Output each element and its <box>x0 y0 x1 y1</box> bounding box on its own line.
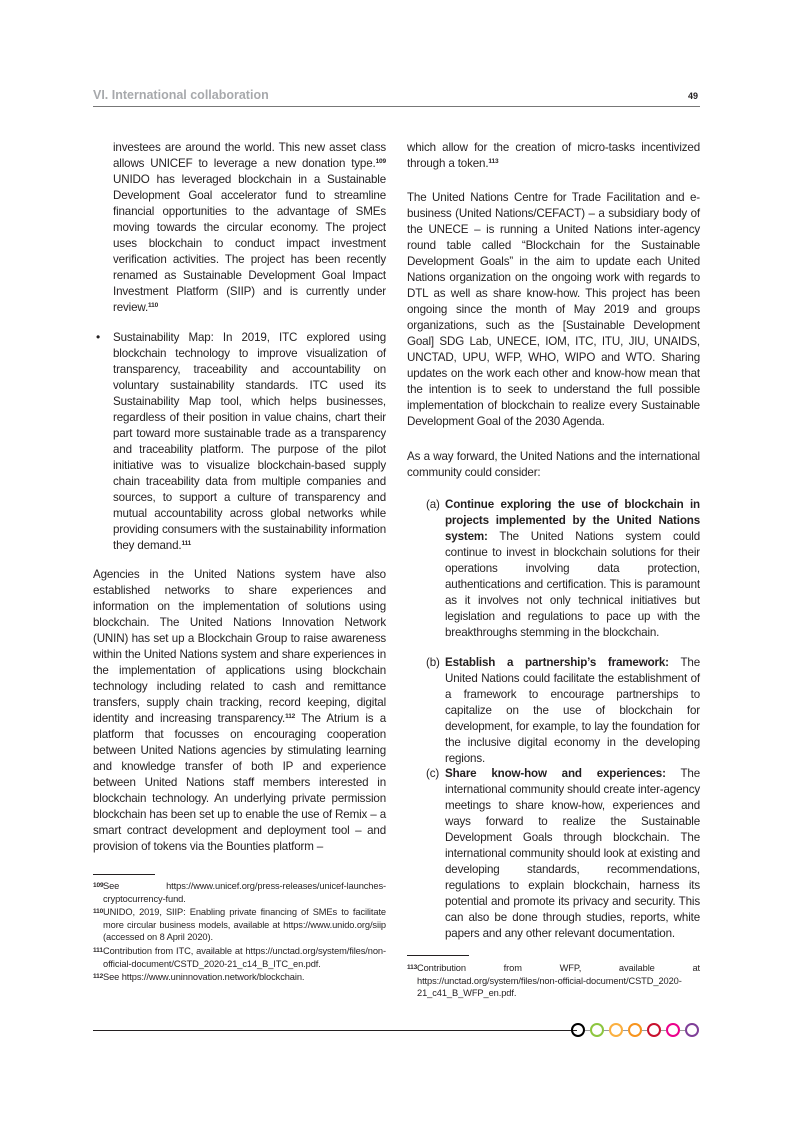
item-text: The international community should create inter-agency meetings to share know-how, experiences and ways forward to realize the Sustainable Development Goals through blockchain. The international community should look at existing and developing standards, recommendations, regulations to explain blockchain, harness its potential and promote its privacy and security. This can also be done through studies, reports, white papers and any other relevant documentation. <box>445 767 700 940</box>
recommendation-c <box>427 766 700 942</box>
footnote-text: Contribution from WFP, available at https://unctad.org/system/files/non-official-document/CSTD_2020-21_c41_B_WFP_en.pdf. <box>417 963 700 999</box>
footnote-text: Contribution from ITC, available at https://unctad.org/system/files/non-official-document/CSTD_2020-21_c14_B_ITC_en.pdf. <box>103 945 386 969</box>
footnotes-right <box>407 962 700 1000</box>
footer-circles <box>571 1023 704 1037</box>
text: Sustainability Map: In 2019, ITC explored using blockchain technology to improve visualization of transparency, traceability and accountability on voluntary sustainability standards. ITC used its Sustainability Map tool, which helps businesses, regardless of their position in value chains, chart their part toward more sustainable trade as a transparency and traceability platform. The purpose of the pilot initiative was to visualize blockchain-based supply chain traceability data from multiple companies and sources, to support a culture of transparency and mutual accountability across global networks while providing consumers with the sustainability information they demand. <box>113 331 386 552</box>
section-header: VI. International collaboration <box>93 88 269 102</box>
footnote-number: 113 <box>407 964 418 971</box>
text: investees are around the world. This new asset class allows UNICEF to leverage a new donation type. <box>113 141 386 170</box>
footnote-number: 110 <box>93 908 104 916</box>
footnote <box>93 971 386 984</box>
footnote-text: UNIDO, 2019, SIIP: Enabling private financing of SMEs to facilitate more circular business models, available at https://www.unido.org/siip (accessed on 8 April 2020). <box>103 907 386 943</box>
header-rule <box>93 106 700 107</box>
item-label: (c) <box>426 767 440 780</box>
circle-icon <box>685 1023 699 1037</box>
footnote <box>93 945 386 970</box>
paragraph-agencies <box>93 567 386 855</box>
item-label: (a) <box>426 498 440 511</box>
bullet-icon: • <box>96 330 101 344</box>
text: The United Nations Centre for Trade Facilitation and e-business (United Nations/CEFACT) – a subsidiary body of the UNECE – is running a United Nations inter-agency round table called “Blockchain for the Sustainable Development Goals” in the aim to update each United Nations organization on the ongoing work with regards to DTL as well as share know-how. This project has been ongoing since the month of May 2019 and groups organizations, such as the [Sustainable Development Goal] SDG Lab, UNECE, IOM, ITC, ITU, JIU, UNAIDS, UNCTAD, UPU, WFP, WHO, WIPO and WTO. Sharing updates on the work each other and know-how mean that the intention is to seek to understand the full possible implementation of blockchain to realize every Sustainable Development Goal of the 2030 Agenda. <box>407 191 700 428</box>
footnote-ref[interactable]: 112 <box>285 713 296 720</box>
footnote-text: See https://www.unicef.org/press-releases/unicef-launches-cryptocurrency-fund. <box>103 881 386 904</box>
circle-icon <box>609 1023 623 1037</box>
item-text: The United Nations could facilitate the establishment of a framework to encourage partnerships to capitalize on the use of blockchain for development, for example, to lay the foundation for the inclusive digital economy in the developing regions. <box>445 656 700 765</box>
circle-icon <box>647 1023 661 1037</box>
footnote-ref[interactable]: 110 <box>148 302 159 309</box>
circle-icon <box>590 1023 604 1037</box>
footnote <box>407 962 700 1000</box>
footer-rule <box>93 1030 577 1031</box>
paragraph-cefact <box>407 190 700 430</box>
page-number: 49 <box>687 91 698 101</box>
footnote-rule <box>93 874 155 875</box>
footnote-number: 112 <box>93 973 104 981</box>
text: UNIDO has leveraged blockchain in a Sustainable Development Goal accelerator fund to streamline financial opportunities to the advantage of SMEs moving towards the circular economy. The project uses blockchain to conduct impact investment verification activities. The project has been recently renamed as Sustainable Development Goal Impact Investment Platform (SIIP) and is currently under review. <box>113 173 386 314</box>
bullet-sustainability-map <box>113 330 386 554</box>
footnote-ref[interactable]: 113 <box>488 158 499 165</box>
footnote <box>93 906 386 944</box>
item-label: (b) <box>426 656 440 669</box>
circle-icon <box>571 1023 585 1037</box>
footnote-number: 111 <box>93 946 103 954</box>
paragraph-unicef-unido <box>113 140 386 316</box>
paragraph-micro-tasks <box>407 140 700 172</box>
item-text: The United Nations system could continue to invest in blockchain solutions for their operations involving data protection, authentications and certification. This is paramount as it involves not only technical initiatives but legislation and regulations to pace up with the breakthroughs stemming in the blockchain. <box>445 530 700 639</box>
recommendation-a <box>427 497 700 641</box>
item-title: Establish a partnership’s framework: <box>445 656 669 669</box>
footnote-text: See https://www.uninnovation.network/blockchain. <box>103 972 305 983</box>
footnote <box>93 880 386 905</box>
footnotes-left <box>93 880 386 984</box>
text: which allow for the creation of micro-tasks incentivized through a token. <box>407 141 700 170</box>
recommendation-b <box>427 655 700 767</box>
paragraph-way-forward <box>407 449 700 481</box>
circle-icon <box>666 1023 680 1037</box>
item-title: Share know-how and experiences: <box>445 767 666 780</box>
footnote-number: 109 <box>93 882 104 889</box>
item-title: Continue exploring the use of blockchain in projects implemented by the United Nations system: <box>445 498 700 543</box>
text: Agencies in the United Nations system have also established networks to share experiences and information on the implementation of solutions using blockchain. The United Nations Innovation Network (UNIN) has set up a Blockchain Group to raise awareness within the United Nations system and share experiences in the implementation of applications using blockchain technology including related to cash and remittance transfers, supply chain tracking, record keeping, digital identity and increasing transparency. <box>93 568 386 725</box>
circle-icon <box>628 1023 642 1037</box>
text: As a way forward, the United Nations and the international community could consider: <box>407 450 700 479</box>
footnote-rule <box>407 955 469 956</box>
footnote-ref[interactable]: 109 <box>375 158 386 165</box>
footnote-ref[interactable]: 111 <box>181 540 192 547</box>
text: The Atrium is a platform that focusses on encouraging cooperation between United Nations agencies by stimulating learning and knowledge transfer of both IP and experience between United Nations staff members interested in blockchain technology. An underlying private permission blockchain has been set up to enable the use of Remix – a smart contract development and deployment tool – and provision of tokens via the Bounties platform – <box>93 712 386 853</box>
